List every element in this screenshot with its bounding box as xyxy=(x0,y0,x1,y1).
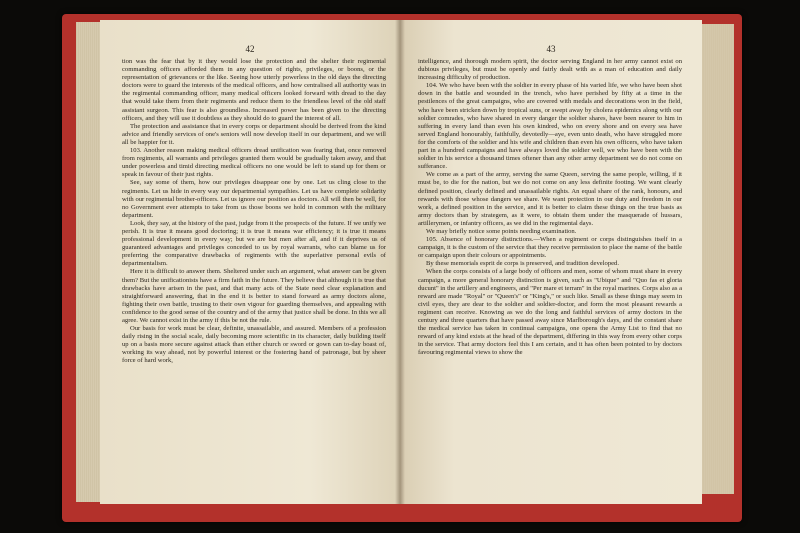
paragraph: tion was the fear that by it they would lose the protection and the shelter their regimental commanding officers afforded them in any question of rights, privileges, or boons, or the representation of grievances or the like. Seeing how utterly powerless in the old days the directing doctors were to guard the interests of the medical officers, and how centralised all authority was in the regimental commanding officer, many medical officers looked forward with dread to the day that would take them from their regiments and reduce them to the friendless level of the old staff assistant surgeon. This fear is also groundless. Increased power has been given to the directing officers, and they will use it doubtless as they should do to guard the interest of all. xyxy=(122,58,386,122)
paragraph: intelligence, and thorough modern spirit, the doctor serving England in her army cannot exist on dubious privileges, but must be openly and fairly dealt with as a man of education and daily increasing difficulty of production. xyxy=(418,58,682,82)
paragraph: 105. Absence of honorary distinctions.—When a regiment or corps distinguishes itself in a campaign, it is the custom of the service that they receive permission to place the name of the battle or campaign upon their colours or appointments. xyxy=(418,236,682,260)
paragraph: 104. We who have been with the soldier in every phase of his varied life, we who have been shot down in the battle and wounded in the trench, who have perished by fifty at a time in the pestilences of the great campaigns, who are covered with medals and decorations won in the field, who have been stricken down by tropical suns, or swept away by cholera epidemics along with our soldier comrades, who have shared in every danger the soldier shares, have been nearer to him in suffering in every land than even his own kindred, who on every shore and on every sea have served England honourably, faithfully, devotedly—aye, even unto death, who have struggled more for the comforts of the soldier and his wife and children than even his own officers, who have taken part in a hundred campaigns and have always loved the soldier well, we who have been with the soldier in his service a thousand times oftener than any other army department we do not come on sufferance. xyxy=(418,82,682,171)
left-page xyxy=(100,20,400,504)
right-page xyxy=(400,20,702,504)
left-page-number: 42 xyxy=(245,44,255,54)
book-gutter xyxy=(395,20,405,504)
paragraph: We come as a part of the army, serving the same Queen, serving the same people, willing, if it must be, to die for the nation, but we do not come on any less definite footing. We want clearly defined position, clearly defined and unassailable rights. An equal share of the rank, honours, and rewards with those whose dangers we share. We want protection in our duty and freedom in our work, a defined position in the service, and it is better to claim these things on the true basis as army doctors than by strategem, as it were, to obtain them under the masquerade of hussars, artillerymen, or infantry officers, as we did in the regimental days. xyxy=(418,171,682,227)
paragraph: 103. Another reason making medical officers dread unification was fearing that, once removed from regiments, all warrants and privileges granted them would be gradually taken away, and that under powerless and timid directing medical officers no one would be left to stand up for them or speak in favour of their just rights. xyxy=(122,147,386,179)
paragraph: Look, they say, at the history of the past, judge from it the prospects of the future. If we unify we perish. It is true it means good doctoring; it is true it means war efficiency; it is true it means professional development in every way; but we are but men after all, and if it deprives us of guaranteed advantages and privileges conceded to us by royal warrants, who can blame us for preferring the comparative drawbacks of regiments with the superlative personal evils of departmentalism. xyxy=(122,219,386,268)
paragraph: The protection and assistance that in every corps or department should be derived from the kind advice and friendly services of one's seniors will now develop itself in our department, and we will all be happier for it. xyxy=(122,122,386,146)
paragraph: Here it is difficult to answer them. Sheltered under such an argument, what answer can be given them? But the unificationists have a firm faith in the future. They believe that although it is true that drawbacks have arisen in the past, and that many acts of the State need clear explanation and straightforward answering, that in the end it is better to stand forward as army doctors alone, fighting their own battle, trusting to their own vigour for guarding themselves, and appealing with confidence to the good sense of the country and of the army that justice shall be done. In this we all agree. We cannot exist in the army if this be not the rule. xyxy=(122,268,386,324)
paragraph: We may briefly notice some points needing examination. xyxy=(426,227,577,235)
right-page-text xyxy=(400,58,702,357)
paragraph: Our basis for work must be clear, definite, unassailable, and assured. Members of a profession daily rising in the social scale, daily becoming more scientific in its character, daily building itself up on a basis more secure against attack than either church or sword or gown can to-day boast of, working its way ahead, not by powerful interest or the fostering hand of patronage, but by sheer force of hard work, xyxy=(122,325,386,365)
paragraph: When the corps consists of a large body of officers and men, some of whom must share in every campaign, a more general honorary distinction is given, such as "Ubique" and "Quo fas et gloria ducunt" in the artillery and engineers, and "Per mare et terram" in the royal marines. Corps also as a reward are made "Royal" or "Queen's" or "King's," or such like. Small as these things may seem in civil eyes, they are dear to the soldier and soldier-doctor, and form the most pleasant rewards a regiment can receive. Knowing as we do the long and faithful services of army doctors in the century and three quarters that have passed away since Marlborough's days, and the constant share the medical service has taken in continual campaigns, one opens the Army List to find that no reward of any kind exists at the head of the department, differing in this way from every other corps in the service. That army doctors feel this I am certain, and it has often been pointed to by doctors favouring regimental views to show the xyxy=(418,268,682,357)
paragraph: See, say some of them, how our privileges disappear one by one. Let us cling close to the regiments. Let us hide in every way our departmental sympathies. Let us have complete solidarity with our regimental brother-officers. Let us ignore our position as doctors. All will then be well, for no Government ever attempts to take from us those boons we hold in common with the military department. xyxy=(122,179,386,219)
right-page-number: 43 xyxy=(546,44,556,54)
right-page-edges xyxy=(700,24,734,494)
left-page-text xyxy=(100,58,400,366)
paragraph: By these memorials esprit de corps is preserved, and tradition developed. xyxy=(426,260,619,268)
